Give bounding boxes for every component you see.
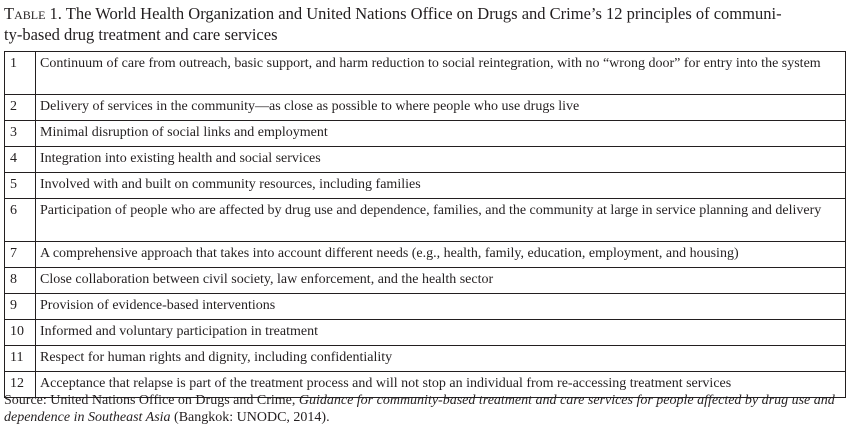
principle-text: Delivery of services in the community—as close as possible to where people who use drugs live (36, 95, 846, 121)
principle-number: 8 (5, 268, 36, 294)
caption-text-line1: The World Health Organization and United Nations Office on Drugs and Crime’s 12 principles of communi- (65, 4, 782, 23)
principle-number: 9 (5, 294, 36, 320)
principle-text: Close collaboration between civil society, law enforcement, and the health sector (36, 268, 846, 294)
source-note (4, 392, 844, 426)
principle-text: Provision of evidence-based interventions (36, 294, 846, 320)
principle-text: Respect for human rights and dignity, including confidentiality (36, 346, 846, 372)
principle-text: Integration into existing health and social services (36, 147, 846, 173)
principle-text: Involved with and built on community resources, including families (36, 173, 846, 199)
table-caption (4, 3, 840, 45)
caption-label: Table 1. (4, 4, 62, 23)
source-title: Guidance for community-based treatment and care services for people affected by drug use and dependence in Southeast Asia (4, 393, 835, 425)
caption-text-line2: ty-based drug treatment and care services (4, 25, 278, 44)
principle-number: 4 (5, 147, 36, 173)
table-row (5, 121, 846, 147)
table-row (5, 52, 846, 95)
source-prefix: Source: United Nations Office on Drugs and Crime, (4, 393, 299, 408)
principle-text: A comprehensive approach that takes into account different needs (e.g., health, family, education, employment, and housing) (36, 242, 846, 268)
table-row (5, 294, 846, 320)
principle-number: 3 (5, 121, 36, 147)
principle-number: 6 (5, 199, 36, 242)
source-suffix: (Bangkok: UNODC, 2014). (170, 410, 330, 425)
principle-number: 5 (5, 173, 36, 199)
principle-text: Minimal disruption of social links and employment (36, 121, 846, 147)
principle-text: Informed and voluntary participation in treatment (36, 320, 846, 346)
principle-number: 2 (5, 95, 36, 121)
table-row (5, 173, 846, 199)
principle-number: 1 (5, 52, 36, 95)
principles-table-body (5, 52, 846, 398)
principle-number: 11 (5, 346, 36, 372)
principle-text: Continuum of care from outreach, basic support, and harm reduction to social reintegration, with no “wrong door” for entry into the system (36, 52, 846, 95)
principle-number: 7 (5, 242, 36, 268)
principle-text: Participation of people who are affected by drug use and dependence, families, and the community at large in service planning and delivery (36, 199, 846, 242)
principle-number: 12 (5, 372, 36, 398)
table-row (5, 147, 846, 173)
principles-table (4, 51, 846, 398)
table-row (5, 95, 846, 121)
table-row (5, 268, 846, 294)
table-row (5, 199, 846, 242)
table-row (5, 346, 846, 372)
table-row (5, 242, 846, 268)
principle-number: 10 (5, 320, 36, 346)
principle-text: Acceptance that relapse is part of the treatment process and will not stop an individual from re-accessing treatment services (36, 372, 846, 398)
table-row (5, 320, 846, 346)
